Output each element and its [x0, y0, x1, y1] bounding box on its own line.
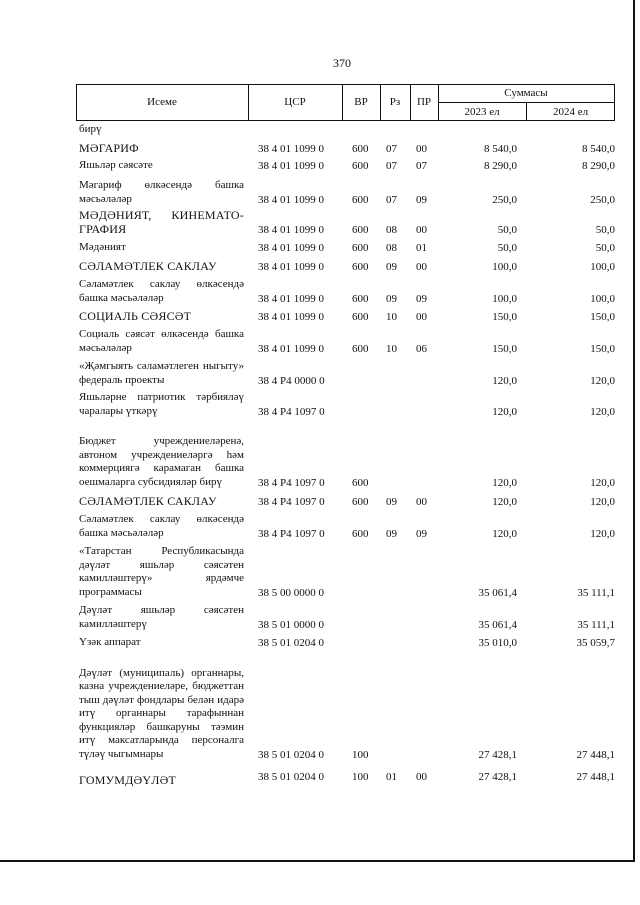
row-name: ГОМУМДӘҮЛӘТ: [79, 772, 176, 787]
row-pr: 00: [416, 311, 427, 323]
row-csr: 38 4 01 1099 0: [258, 143, 324, 155]
header-pr: ПР: [416, 96, 432, 108]
row-sum-2023: 27 428,1: [478, 749, 517, 761]
row-pr: 00: [416, 261, 427, 273]
row-sum-2023: 27 428,1: [478, 771, 517, 783]
row-name: Социаль сәясәт өлкәсендә башка мәсьәләләр: [79, 328, 244, 354]
row-sum-2024: 120,0: [590, 375, 615, 387]
row-vr: 600: [352, 242, 369, 254]
row-csr: 38 4 01 1099 0: [258, 343, 324, 355]
row-pr: 09: [416, 194, 427, 206]
row-rz: 07: [386, 143, 397, 155]
row-rz: 10: [386, 311, 397, 323]
row-sum-2024: 120,0: [590, 496, 615, 508]
table-row: [0, 653, 640, 761]
table-row: [0, 603, 640, 631]
row-sum-2024: 120,0: [590, 406, 615, 418]
table-row: [0, 492, 640, 508]
row-csr: 38 4 Р4 1097 0: [258, 496, 325, 508]
row-sum-2023: 120,0: [492, 496, 517, 508]
row-rz: 09: [386, 261, 397, 273]
row-rz: 10: [386, 343, 397, 355]
row-csr: 38 4 01 1099 0: [258, 311, 324, 323]
row-sum-2023: 50,0: [497, 224, 517, 236]
row-name: Сәламәтлек саклау өлкәсендә башка мәсьәләләр: [79, 278, 244, 304]
row-name: МӘДӘНИЯТ, КИНЕМАТО-ГРАФИЯ: [79, 208, 244, 236]
table-row: [0, 545, 640, 599]
row-csr: 38 5 01 0204 0: [258, 637, 324, 649]
row-sum-2023: 35 061,4: [478, 587, 517, 599]
row-csr: 38 4 01 1099 0: [258, 293, 324, 305]
table-row: [0, 327, 640, 355]
row-sum-2023: 35 010,0: [478, 637, 517, 649]
row-pr: 09: [416, 528, 427, 540]
header-csr: ЦСР: [284, 96, 306, 108]
table-row: [0, 765, 640, 787]
row-vr: 600: [352, 224, 369, 236]
row-rz: 08: [386, 242, 397, 254]
row-sum-2023: 250,0: [492, 194, 517, 206]
row-csr: 38 4 01 1099 0: [258, 194, 324, 206]
table-row: [0, 512, 640, 540]
row-sum-2023: 120,0: [492, 375, 517, 387]
row-name: Бюджет учреждениеләренә, автоном учреждениеләргә һәм коммерциягә карамаган башка оешмаларга субсидияләр бирү: [79, 435, 244, 488]
row-name: СОЦИАЛЬ СӘЯСӘТ: [79, 308, 192, 323]
table-row: [0, 277, 640, 305]
table-row: [0, 208, 640, 236]
header-year-2024: 2024 ел: [552, 105, 589, 118]
table-row: [0, 257, 640, 273]
row-csr: 38 4 Р4 1097 0: [258, 406, 325, 418]
row-pr: 01: [416, 242, 427, 254]
row-vr: 600: [352, 160, 369, 172]
table-header: [76, 84, 615, 121]
row-name: Яшьләр сәясәте: [79, 158, 153, 171]
table-row: [0, 239, 640, 254]
row-pr: 00: [416, 224, 427, 236]
row-sum-2024: 120,0: [590, 528, 615, 540]
row-name: МӘГАРИФ: [79, 140, 139, 155]
table-row: [0, 140, 640, 155]
row-sum-2024: 8 290,0: [582, 160, 615, 172]
header-rz: Рз: [389, 96, 401, 108]
row-name: СӘЛАМӘТЛЕК САКЛАУ: [79, 258, 217, 273]
header-sums: Суммасы: [504, 87, 548, 99]
row-sum-2023: 100,0: [492, 293, 517, 305]
row-sum-2024: 27 448,1: [576, 771, 615, 783]
row-csr: 38 4 Р4 1097 0: [258, 528, 325, 540]
row-csr: 38 5 01 0204 0: [258, 771, 324, 783]
row-name: СӘЛАМӘТЛЕК САКЛАУ: [79, 493, 217, 508]
row-sum-2023: 8 290,0: [484, 160, 517, 172]
row-vr: 100: [352, 771, 369, 783]
row-pr: 00: [416, 771, 427, 783]
table-row: [0, 157, 640, 172]
row-csr: 38 4 01 1099 0: [258, 261, 324, 273]
table-row: [0, 390, 640, 418]
row-pr: 00: [416, 143, 427, 155]
header-year-2023: 2023 ел: [464, 105, 500, 118]
row-name: бирү: [79, 122, 102, 135]
row-vr: 600: [352, 261, 369, 273]
row-rz: 09: [386, 496, 397, 508]
row-sum-2024: 120,0: [590, 477, 615, 489]
row-name: Яшьләрне патриотик тәрбияләү чаралары үткәрү: [79, 391, 244, 417]
row-sum-2024: 27 448,1: [576, 749, 615, 761]
row-pr: 07: [416, 160, 427, 172]
row-name: Сәламәтлек саклау өлкәсендә башка мәсьәләләр: [79, 513, 244, 539]
row-rz: 07: [386, 194, 397, 206]
table-row: [0, 634, 640, 649]
row-vr: 600: [352, 194, 369, 206]
row-csr: 38 4 01 1099 0: [258, 224, 324, 236]
table-row: [0, 122, 640, 136]
row-rz: 09: [386, 293, 397, 305]
row-name: «Татарстан Республикасында дәүләт яшьләр сәясәтен камилләштерү» ярдәмче программасы: [79, 545, 244, 598]
row-rz: 07: [386, 160, 397, 172]
table-row: [0, 178, 640, 206]
row-rz: 01: [386, 771, 397, 783]
row-sum-2023: 35 061,4: [478, 619, 517, 631]
row-sum-2024: 35 111,1: [577, 619, 615, 631]
row-pr: 06: [416, 343, 427, 355]
header-vr: ВР: [354, 96, 368, 108]
row-sum-2023: 100,0: [492, 261, 517, 273]
table-row: [0, 421, 640, 489]
row-sum-2023: 50,0: [497, 242, 517, 254]
row-pr: 09: [416, 293, 427, 305]
table-row: [0, 359, 640, 387]
row-sum-2024: 150,0: [590, 311, 615, 323]
row-csr: 38 5 01 0000 0: [258, 619, 324, 631]
header-name: Исеме: [147, 96, 177, 108]
row-sum-2024: 50,0: [595, 242, 615, 254]
row-vr: 600: [352, 143, 369, 155]
row-vr: 600: [352, 477, 369, 489]
page-border-bottom: [0, 860, 635, 862]
row-sum-2024: 35 059,7: [576, 637, 615, 649]
row-sum-2024: 100,0: [590, 261, 615, 273]
row-sum-2024: 100,0: [590, 293, 615, 305]
row-csr: 38 4 01 1099 0: [258, 160, 324, 172]
table-row: [0, 307, 640, 323]
row-csr: 38 5 00 0000 0: [258, 587, 324, 599]
row-sum-2024: 250,0: [590, 194, 615, 206]
row-csr: 38 4 01 1099 0: [258, 242, 324, 254]
row-vr: 600: [352, 343, 369, 355]
row-name: «Җәмгыять сәламәтлеген ныгыту» федераль проекты: [79, 360, 244, 386]
row-sum-2024: 8 540,0: [582, 143, 615, 155]
row-sum-2024: 50,0: [595, 224, 615, 236]
row-sum-2023: 150,0: [492, 311, 517, 323]
row-vr: 600: [352, 528, 369, 540]
row-name: Дәүләт (муниципаль) органнары, казна учреждениеләре, бюджеттан тыш дәүләт фондлары белән идарә итү органнары тарафыннан функцияләр башкаруны тәэмин итү максатларында персоналга түләү чыгымнары: [79, 666, 244, 760]
row-pr: 00: [416, 496, 427, 508]
row-name: Үзәк аппарат: [79, 635, 141, 648]
row-sum-2024: 35 111,1: [577, 587, 615, 599]
row-sum-2023: 150,0: [492, 343, 517, 355]
row-sum-2024: 150,0: [590, 343, 615, 355]
row-csr: 38 4 Р4 1097 0: [258, 477, 325, 489]
row-csr: 38 4 Р4 0000 0: [258, 375, 325, 387]
row-vr: 600: [352, 293, 369, 305]
row-vr: 600: [352, 496, 369, 508]
page-number: 370: [333, 56, 351, 70]
row-sum-2023: 8 540,0: [484, 143, 517, 155]
row-csr: 38 5 01 0204 0: [258, 749, 324, 761]
row-name: Мәгариф өлкәсендә башка мәсьәләләр: [79, 179, 244, 205]
row-vr: 600: [352, 311, 369, 323]
row-rz: 08: [386, 224, 397, 236]
row-sum-2023: 120,0: [492, 477, 517, 489]
row-name: Дәүләт яшьләр сәясәтен камилләштерү: [79, 604, 244, 630]
row-vr: 100: [352, 749, 369, 761]
row-rz: 09: [386, 528, 397, 540]
row-sum-2023: 120,0: [492, 406, 517, 418]
row-sum-2023: 120,0: [492, 528, 517, 540]
row-name: Мәдәният: [79, 240, 126, 253]
